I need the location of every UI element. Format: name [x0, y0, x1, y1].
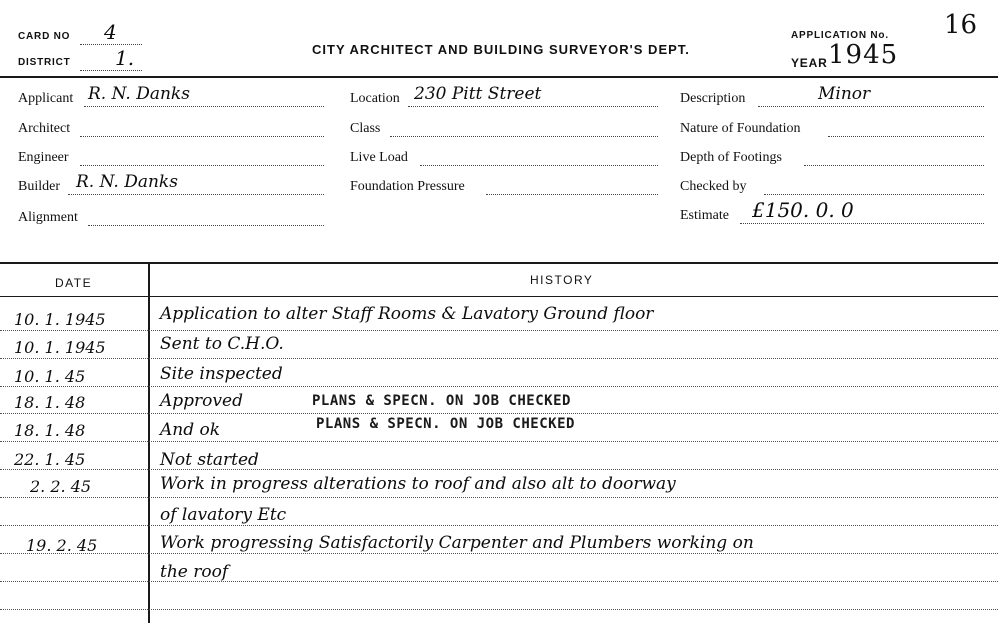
- depth-of-footings-line: [804, 165, 984, 166]
- nature-of-foundation-line: [828, 136, 984, 137]
- builder-label: Builder: [18, 179, 60, 194]
- ruled-line: [0, 497, 998, 498]
- alignment-label: Alignment: [18, 210, 78, 225]
- application-no-label: APPLICATION No.: [791, 30, 889, 41]
- history-entry: Application to alter Staff Rooms & Lavatory Ground floor: [160, 304, 654, 324]
- history-date: 18. 1. 48: [14, 393, 86, 412]
- location-value: 230 Pitt Street: [414, 84, 542, 104]
- applicant-value: R. N. Danks: [88, 84, 190, 104]
- history-column-header: HISTORY: [530, 273, 594, 287]
- history-date: 22. 1. 45: [14, 450, 86, 469]
- checked-by-line: [764, 194, 984, 195]
- engineer-line: [80, 165, 324, 166]
- engineer-label: Engineer: [18, 150, 69, 165]
- department-title: CITY ARCHITECT AND BUILDING SURVEYOR'S DEPT.: [312, 42, 690, 57]
- estimate-value: £150. 0. 0: [752, 198, 854, 222]
- history-entry: Not started: [160, 450, 259, 470]
- history-entry: And ok: [160, 420, 221, 440]
- ruled-line: [0, 469, 998, 470]
- description-label: Description: [680, 91, 746, 106]
- card-no-line: [80, 44, 142, 45]
- description-value: Minor: [818, 84, 871, 104]
- ruled-line: [0, 609, 998, 610]
- nature-of-foundation-label: Nature of Foundation: [680, 121, 801, 136]
- district-value: 1.: [115, 46, 135, 70]
- application-no-value: 16: [944, 10, 978, 40]
- ruled-line: [0, 386, 998, 387]
- history-entry: the roof: [160, 562, 229, 582]
- estimate-line: [740, 223, 984, 224]
- ruled-line: [0, 330, 998, 331]
- district-line: [80, 70, 142, 71]
- checked-by-label: Checked by: [680, 179, 747, 194]
- description-line: [758, 106, 984, 107]
- depth-of-footings-label: Depth of Footings: [680, 150, 782, 165]
- location-line: [408, 106, 658, 107]
- history-entry: Site inspected: [160, 364, 283, 384]
- alignment-line: [88, 225, 324, 226]
- applicant-label: Applicant: [18, 91, 74, 106]
- card-no-value: 4: [104, 20, 117, 44]
- live-load-line: [420, 165, 658, 166]
- checked-stamp: PLANS & SPECN. ON JOB CHECKED: [316, 416, 575, 432]
- ruled-line: [0, 441, 998, 442]
- ruled-line: [0, 413, 998, 414]
- header-divider: [0, 76, 998, 78]
- builder-value: R. N. Danks: [76, 172, 178, 192]
- estimate-label: Estimate: [680, 208, 729, 223]
- ruled-line: [0, 581, 998, 582]
- district-label: DISTRICT: [18, 57, 71, 68]
- date-column-header: DATE: [55, 276, 93, 290]
- foundation-pressure-line: [486, 194, 658, 195]
- history-date: 10. 1. 45: [14, 367, 86, 386]
- checked-stamp: PLANS & SPECN. ON JOB CHECKED: [312, 393, 571, 409]
- class-label: Class: [350, 121, 381, 136]
- card-no-label: CARD NO: [18, 31, 71, 42]
- year-label: YEAR: [791, 56, 828, 70]
- builder-line: [68, 194, 324, 195]
- history-entry: Approved: [160, 391, 243, 411]
- location-label: Location: [350, 91, 400, 106]
- date-column-divider: [148, 262, 150, 623]
- history-date: 10. 1. 1945: [14, 310, 106, 329]
- history-date: 10. 1. 1945: [14, 338, 106, 357]
- applicant-line: [84, 106, 324, 107]
- history-entry: Work in progress alterations to roof and also alt to doorway: [160, 474, 676, 494]
- history-entry: Sent to C.H.O.: [160, 334, 284, 354]
- class-line: [390, 136, 658, 137]
- history-entry: of lavatory Etc: [160, 505, 287, 525]
- year-value: 1945: [828, 40, 899, 70]
- ruled-line: [0, 525, 998, 526]
- architect-line: [80, 136, 324, 137]
- live-load-label: Live Load: [350, 150, 408, 165]
- architect-label: Architect: [18, 121, 71, 136]
- ruled-line: [0, 553, 998, 554]
- foundation-pressure-label: Foundation Pressure: [350, 179, 465, 194]
- ruled-line: [0, 358, 998, 359]
- history-date: 2. 2. 45: [30, 477, 92, 496]
- history-date: 19. 2. 45: [26, 536, 98, 555]
- history-date: 18. 1. 48: [14, 421, 86, 440]
- history-entry: Work progressing Satisfactorily Carpenter and Plumbers working on: [160, 533, 754, 553]
